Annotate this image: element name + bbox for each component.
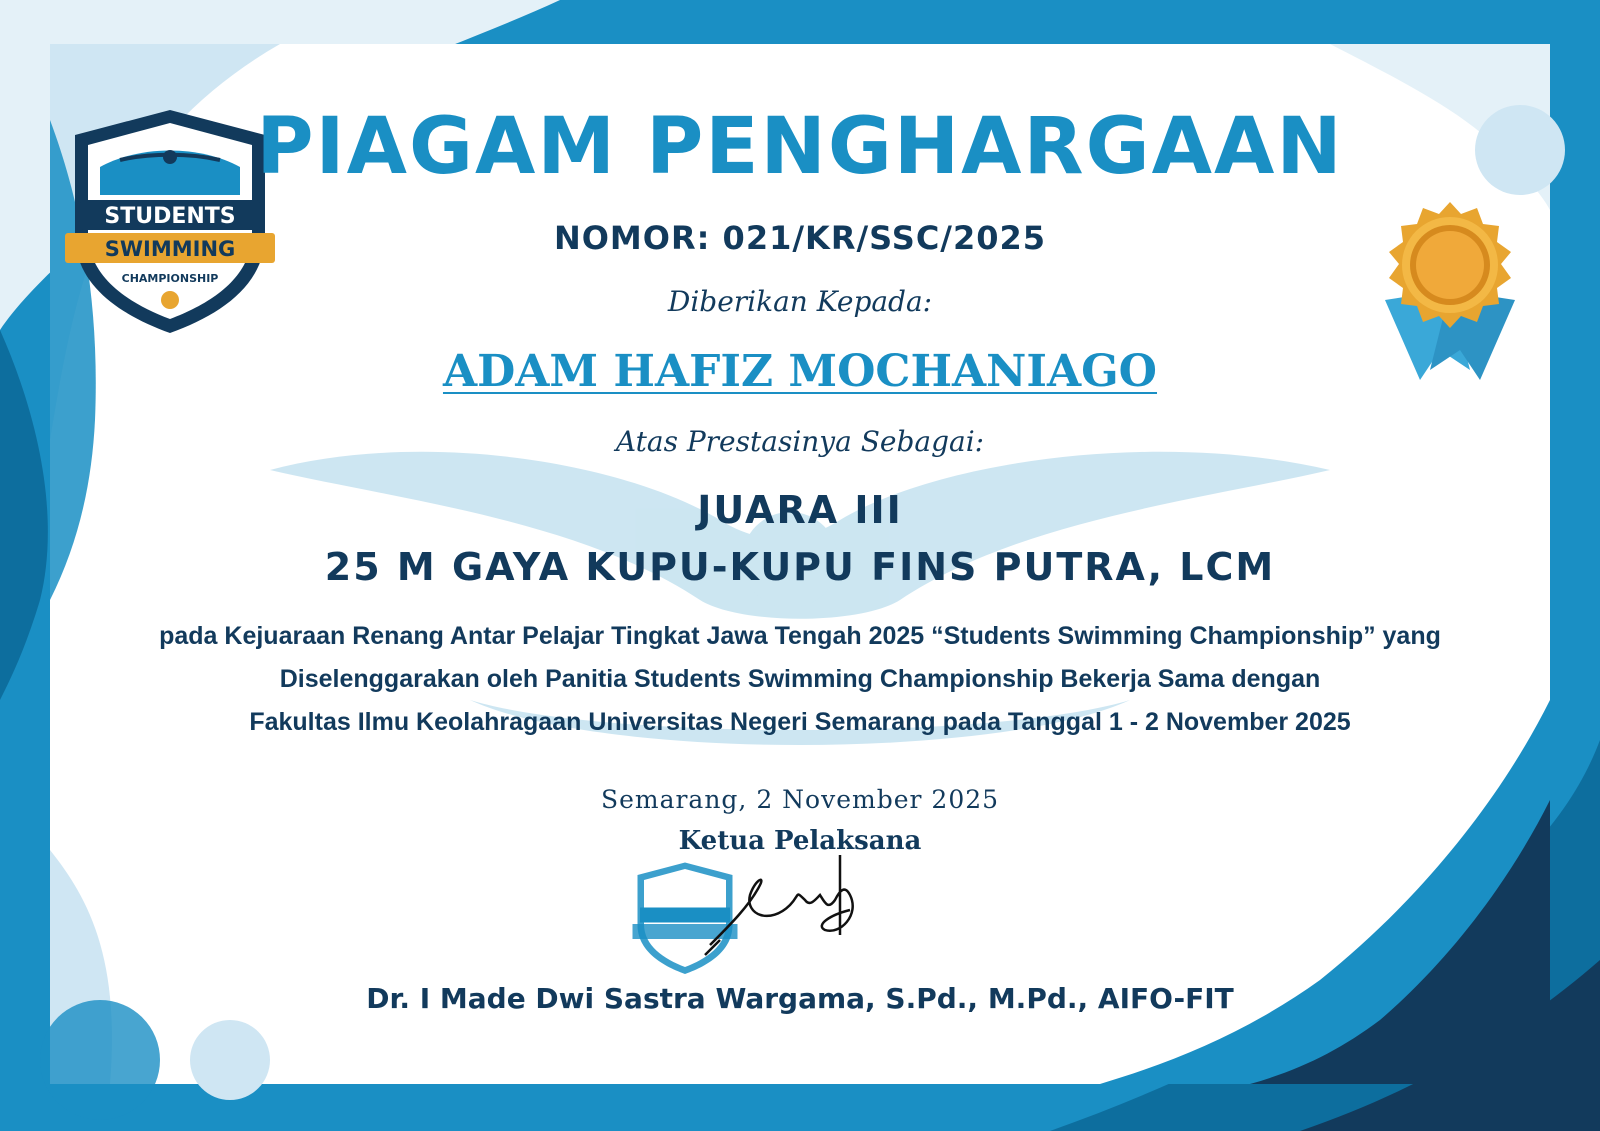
recipient-name — [300, 348, 1300, 396]
description-line-2: Diselenggarakan oleh Panitia Students Swimming Championship Bekerja Sama dengan — [279, 665, 1321, 693]
gold-rosette-medal-icon — [1375, 200, 1525, 350]
description-line-1: pada Kejuaraan Renang Antar Pelajar Tingkat Jawa Tengah 2025 “Students Swimming Championship” yang — [159, 622, 1441, 650]
place-date: Semarang, 2 November 2025 — [600, 785, 1000, 814]
rank: JUARA III — [697, 488, 903, 532]
signer-role: Ketua Pelaksana — [678, 826, 922, 856]
logo-line3: CHAMPIONSHIP — [121, 272, 219, 285]
signer-name: Dr. I Made Dwi Sastra Wargama, S.Pd., M.Pd., AIFO-FIT — [366, 982, 1234, 1015]
description-line-3: Fakultas Ilmu Keolahragaan Universitas Negeri Semarang pada Tanggal 1 - 2 November 2025 — [249, 708, 1351, 736]
logo-line1: STUDENTS — [104, 204, 236, 229]
given-to-label: Diberikan Kepada: — [667, 285, 933, 318]
event-name: 25 M GAYA KUPU-KUPU FINS PUTRA, LCM — [324, 545, 1276, 589]
recipient-name-text: ADAM HAFIZ MOCHANIAGO — [442, 346, 1158, 397]
logo-line2: SWIMMING — [104, 237, 236, 261]
certificate-number: NOMOR: 021/KR/SSC/2025 — [553, 219, 1047, 257]
certificate-title: PIAGAM PENGHARGAAN — [256, 102, 1344, 192]
handwritten-signature — [700, 845, 890, 965]
achievement-label: Atas Prestasinya Sebagai: — [615, 425, 985, 458]
